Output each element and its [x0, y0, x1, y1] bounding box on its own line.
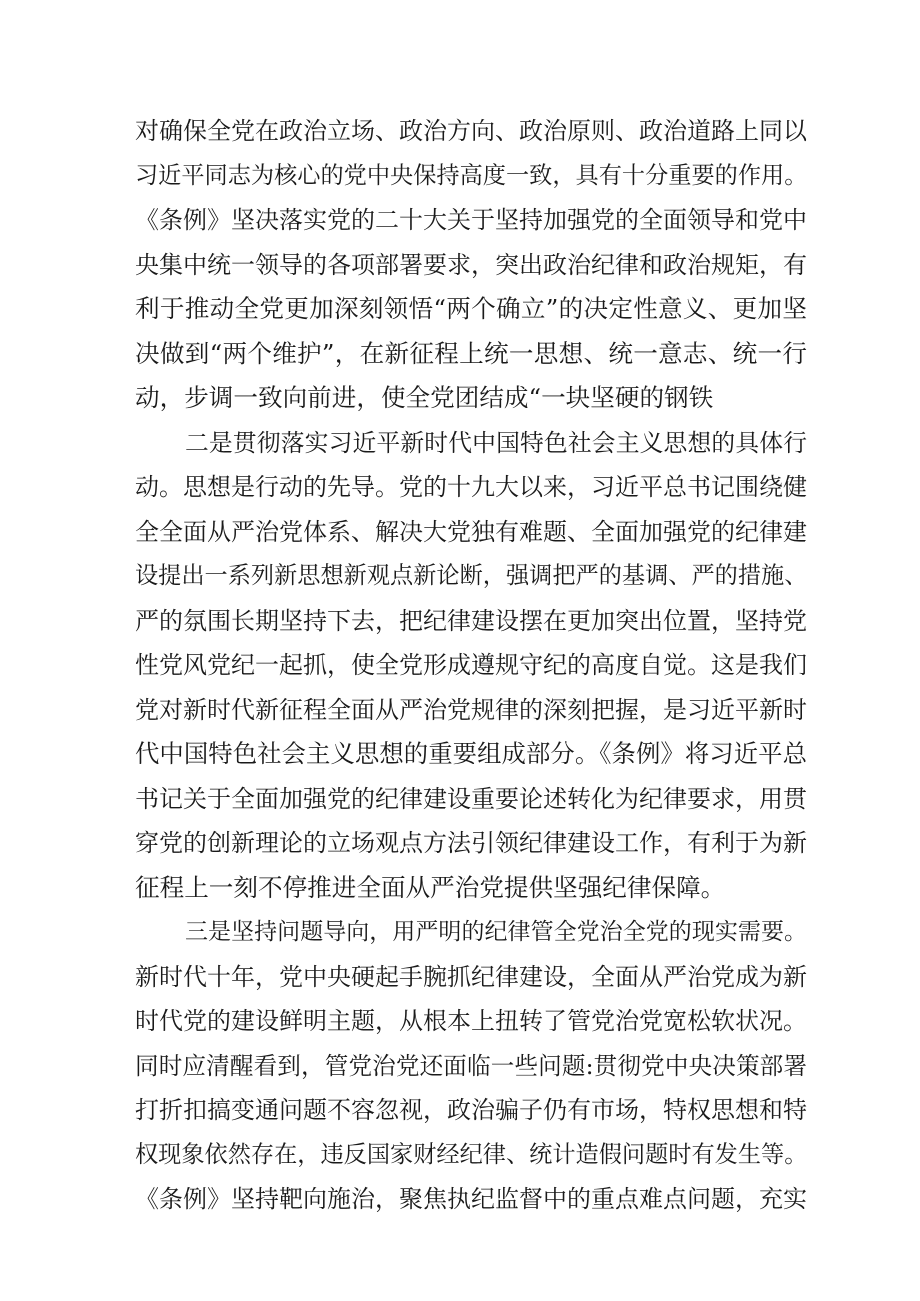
text-line: 二是贯彻落实习近平新时代中国特色社会主义思想的具体行: [185, 428, 807, 457]
text-line: 党对新时代新征程全面从严治党规律的深刻把握，是习近平新时: [135, 695, 807, 724]
text-line: 时代党的建设鲜明主题，从根本上扭转了管党治党宽松软状况。: [135, 1007, 807, 1035]
text-line: 征程上一刻不停推进全面从严治党提供坚强纪律保障。: [135, 872, 726, 902]
text-line: 同时应清醒看到，管党治党还面临一些问题:贯彻党中央决策部署: [135, 1051, 807, 1080]
text-line: 《条例》坚决落实党的二十大关于坚持加强党的全面领导和党中: [135, 206, 807, 234]
text-line: 《条例》坚持靶向施治，聚焦执纪监督中的重点难点问题，充实: [135, 1185, 807, 1213]
text-line: 动。思想是行动的先导。党的十九大以来，习近平总书记围绕健: [135, 473, 807, 501]
text-line: 新时代十年，党中央硬起手腕抓纪律建设，全面从严治党成为新: [135, 962, 807, 991]
text-line: 对确保全党在政治立场、政治方向、政治原则、政治道路上同以: [135, 117, 807, 145]
text-line: 习近平同志为核心的党中央保持高度一致，具有十分重要的作用。: [135, 161, 808, 189]
text-line: 打折扣搞变通问题不容忽视，政治骗子仍有市场，特权思想和特: [135, 1096, 807, 1124]
text-line: 权现象依然存在，违反国家财经纪律、统计造假问题时有发生等。: [135, 1140, 808, 1168]
text-line: 严的氛围长期坚持下去，把纪律建设摆在更加突出位置，坚持党: [135, 606, 807, 635]
text-line: 央集中统一领导的各项部署要求，突出政治纪律和政治规矩，有: [135, 250, 807, 279]
text-line: 设提出一系列新思想新观点新论断，强调把严的基调、严的措施、: [135, 562, 808, 589]
paragraph: [135, 910, 807, 1222]
text-line: 穿党的创新理论的立场观点方法引领纪律建设工作，有利于为新: [135, 829, 807, 857]
text-line: 全全面从严治党体系、解决大党独有难题、全面加强党的纪律建: [135, 517, 807, 546]
text-line: 性党风党纪一起抓，使全党形成遵规守纪的高度自觉。这是我们: [135, 651, 807, 679]
text-line: 动，步调一致向前进，使全党团结成“一块坚硬的钢铁: [135, 383, 714, 412]
text-line: 决做到“两个维护”，在新征程上统一思想、统一意志、统一行: [135, 338, 807, 368]
text-line: 书记关于全面加强党的纪律建设重要论述转化为纪律要求，用贯: [135, 784, 807, 813]
text-line: 三是坚持问题导向，用严明的纪律管全党治全党的现实需要。: [185, 919, 807, 945]
text-line: 代中国特色社会主义思想的重要组成部分。《条例》将习近平总: [135, 739, 807, 768]
paragraph: [135, 109, 807, 421]
text-line: 利于推动全党更加深刻领悟“两个确立”的决定性意义、更加坚: [135, 294, 807, 323]
body-text: [135, 109, 807, 1222]
paragraph: [135, 421, 807, 911]
